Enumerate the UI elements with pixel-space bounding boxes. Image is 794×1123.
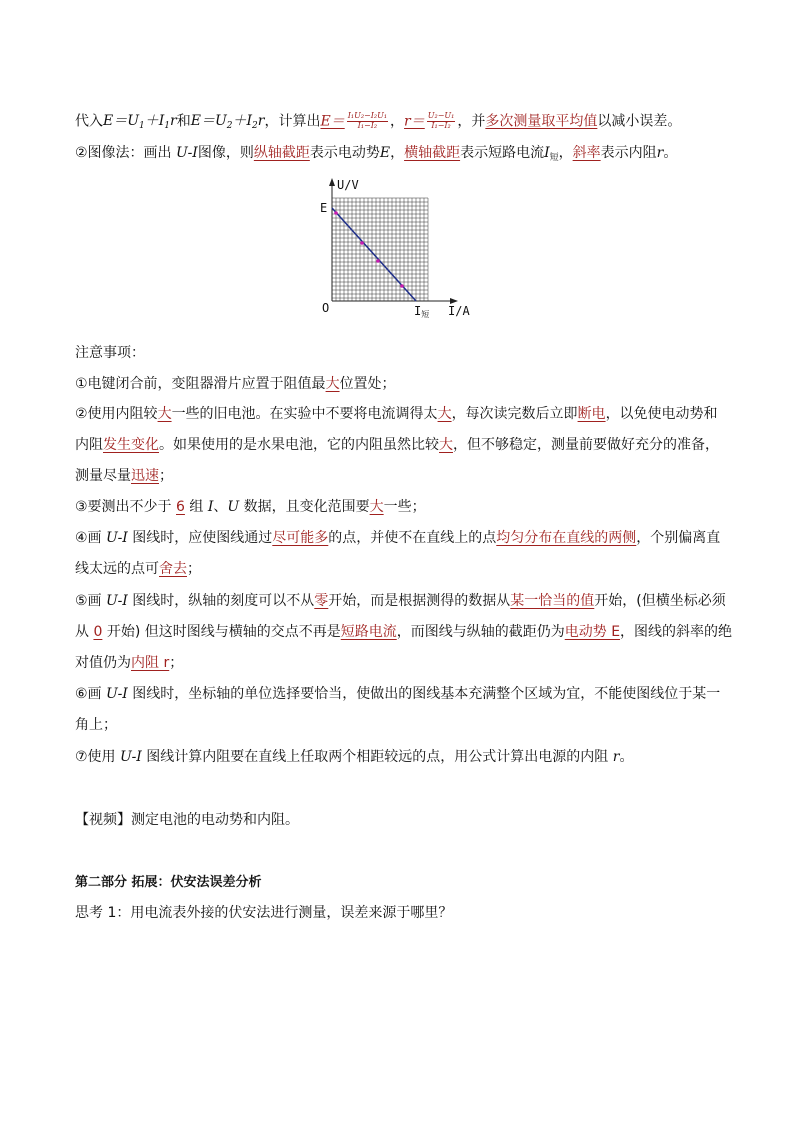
highlight-y-intercept: 纵轴截距 bbox=[253, 145, 310, 161]
origin-label: O bbox=[322, 301, 330, 315]
note-5-line-2: 从 0 开始) 但这时图线与横轴的交点不再是短路电流，而图线与纵轴的截距仍为电动势 E，图线的斜率的绝 bbox=[75, 624, 733, 640]
note-2-line-3: 测量尽量迅速； bbox=[75, 468, 173, 484]
equation-2: $E=U_2+I_2r$ bbox=[190, 113, 265, 132]
text: ，计算出 bbox=[264, 113, 321, 130]
text: 和 bbox=[176, 113, 191, 130]
y-axis-label: U/V bbox=[337, 178, 359, 192]
r-formula-label: r＝ bbox=[404, 113, 425, 130]
note-1: ①电键闭合前，变阻器滑片应置于阻值最大位置处； bbox=[75, 376, 396, 392]
think-question-1: 思考 1：用电流表外接的伏安法进行测量，误差来源于哪里？ bbox=[75, 905, 453, 921]
ui-graph bbox=[316, 176, 478, 322]
data-point bbox=[360, 241, 364, 245]
note-4-line-2: 线太远的点可舍去； bbox=[75, 561, 201, 577]
text: 以减小误差。 bbox=[597, 113, 682, 130]
r-fraction: $\frac{\text{U₂−U₁}}{\text{I₁−I₂}}$ bbox=[427, 111, 455, 130]
emf-label: E bbox=[320, 201, 328, 215]
data-point bbox=[376, 259, 380, 263]
graph-grid bbox=[332, 198, 428, 301]
note-7: ⑦使用 U-I 图线计算内阻要在直线上任取两个相距较远的点，用公式计算出电源的内阻 r。 bbox=[75, 749, 634, 765]
highlight-slope: 斜率 bbox=[572, 145, 601, 161]
note-5-line-3: 对值仍为内阻 r； bbox=[75, 655, 184, 671]
highlight-average: 多次测量取平均值 bbox=[485, 113, 598, 130]
highlight-x-intercept: 横轴截距 bbox=[404, 145, 461, 161]
video-link[interactable]: 【视频】测定电池的电动势和内阻。 bbox=[75, 812, 299, 828]
notes-title: 注意事项： bbox=[75, 345, 145, 361]
line-graph-method: ②图像法：画出 U-I图像，则纵轴截距表示电动势E，横轴截距表示短路电流$I_短$，斜率表示内阻r。 bbox=[75, 145, 678, 163]
y-axis-arrow bbox=[329, 178, 335, 186]
equation-1: $E=U_1+I_1r$ bbox=[103, 113, 177, 132]
note-5-line-1: ⑤画 U-I 图线时，纵轴的刻度可以不从零开始，而是根据测得的数据从某一恰当的值开始，(但横坐标必须 bbox=[75, 593, 726, 609]
section-2-title: 第二部分 拓展：伏安法误差分析 bbox=[75, 875, 262, 890]
emf-formula-label: E＝ bbox=[320, 113, 345, 130]
data-point bbox=[400, 284, 404, 288]
note-2-line-2: 内阻发生变化。如果使用的是水果电池，它的内阻虽然比较大，但不够稳定，测量前要做好充分的准备， bbox=[75, 437, 719, 453]
note-4-line-1: ④画 U-I 图线时，应使图线通过尽可能多的点，并使不在直线上的点均匀分布在直线的两侧，个别偏离直 bbox=[75, 530, 721, 546]
short-current-label: I短 bbox=[414, 304, 430, 319]
text: ，并 bbox=[457, 113, 486, 130]
note-3: ③要测出不少于 6 组 I、U 数据，且变化范围要大一些； bbox=[75, 499, 426, 515]
data-point bbox=[334, 211, 338, 215]
note-6-line-1: ⑥画 U-I 图线时，坐标轴的单位选择要恰当，使做出的图线基本充满整个区域为宜，不能使图线位于某一 bbox=[75, 686, 721, 702]
note-2-line-1: ②使用内阻较大一些的旧电池。在实验中不要将电流调得太大，每次读完数后立即断电，以免使电动势和 bbox=[75, 406, 718, 422]
emf-fraction: $\frac{\text{I₁U₂−I₂U₁}}{\text{I₁−I₂}}$ bbox=[347, 111, 388, 130]
line-substitute-equations bbox=[75, 112, 681, 131]
text: 代入 bbox=[75, 113, 103, 130]
text: ， bbox=[390, 113, 405, 130]
x-axis-label: I/A bbox=[448, 304, 470, 318]
note-6-line-2: 角上； bbox=[75, 717, 117, 733]
